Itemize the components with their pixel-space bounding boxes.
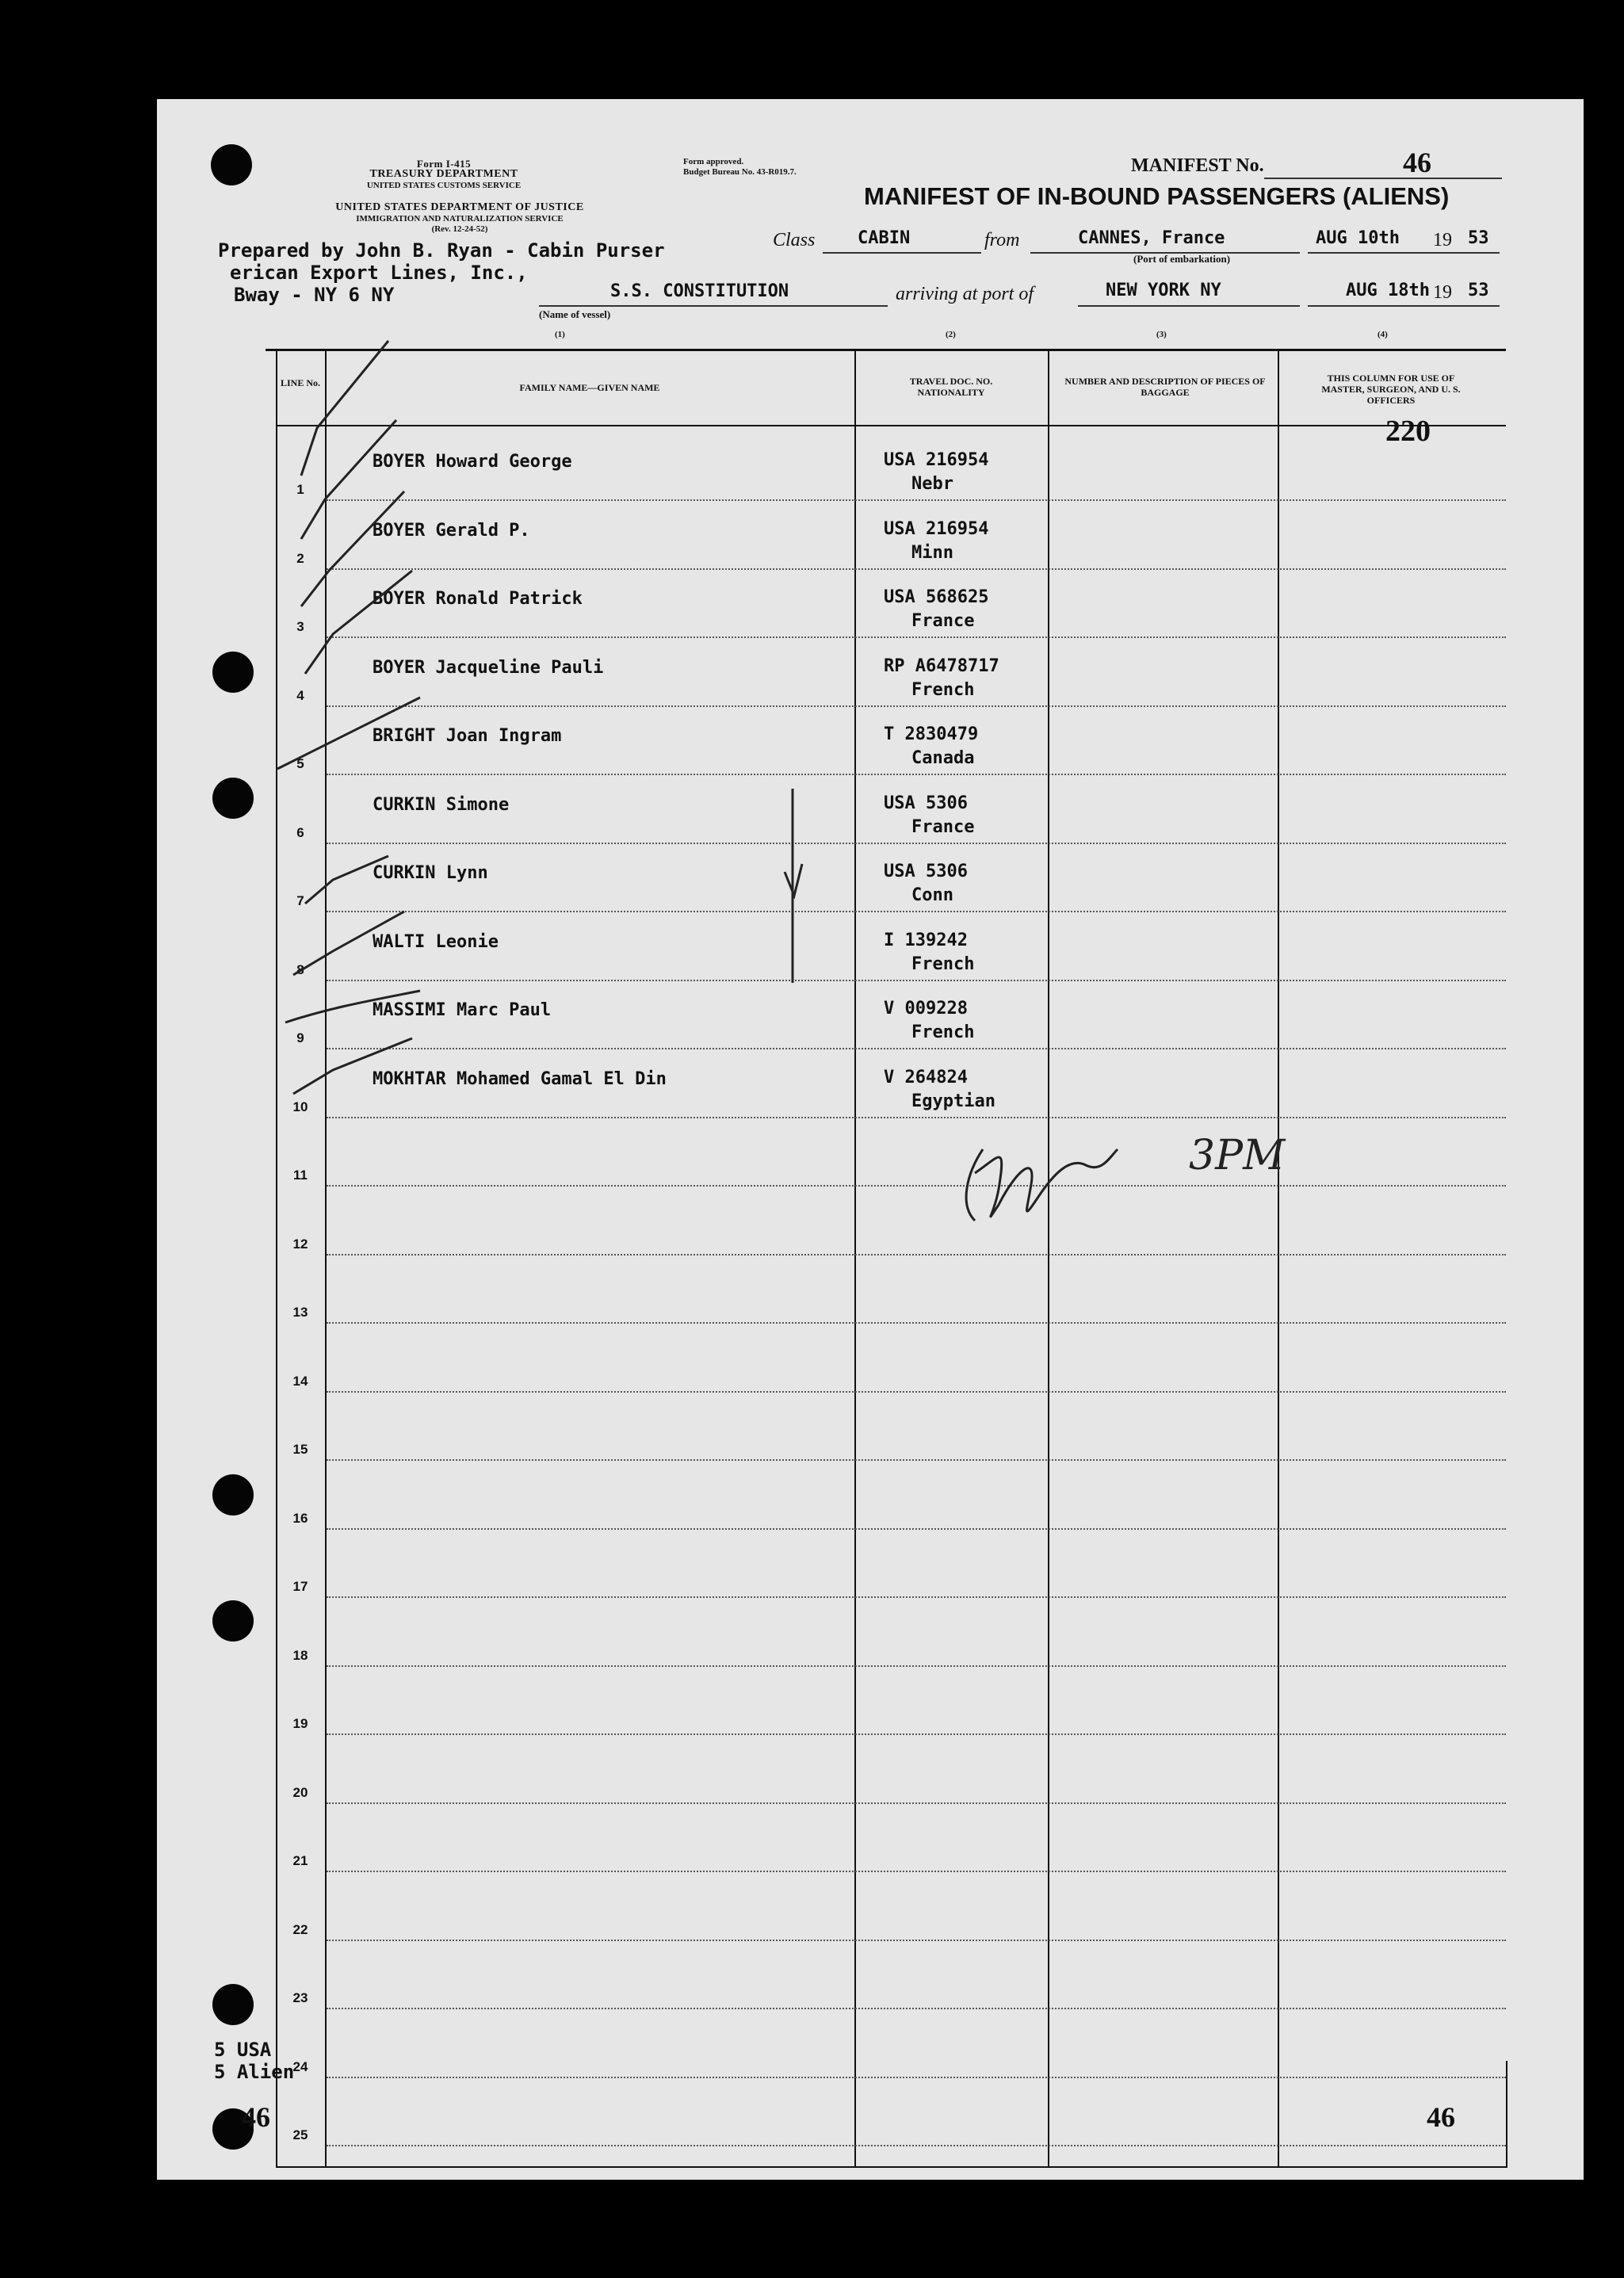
line-number: 4	[296, 687, 304, 703]
row-rule	[327, 1596, 1506, 1598]
passenger-name: MOKHTAR Mohamed Gamal El Din	[373, 1068, 667, 1089]
line-number: 22	[292, 1921, 308, 1937]
row-rule	[327, 774, 1506, 775]
margin-note-usa: 5 USA	[214, 2039, 272, 2061]
prepared-by: Prepared by John B. Ryan - Cabin Purser	[218, 239, 665, 262]
form-approved: Form approved.	[683, 157, 744, 166]
row-rule	[327, 1254, 1506, 1256]
row-rule	[327, 1185, 1506, 1187]
row-rule	[327, 2008, 1506, 2009]
punch-hole-2	[212, 652, 254, 693]
passenger-name: MASSIMI Marc Paul	[373, 1000, 552, 1020]
passenger-name: CURKIN Lynn	[373, 863, 488, 883]
header-travel-doc: TRAVEL DOC. NO. NATIONALITY	[909, 376, 993, 398]
row-rule	[327, 499, 1506, 501]
form-number: Form I-415	[416, 158, 472, 170]
line-number: 12	[292, 1236, 308, 1252]
row-rule	[327, 1665, 1506, 1667]
ins-service: IMMIGRATION AND NATURALIZATION SERVICE	[356, 214, 564, 224]
arrival-year: 53	[1468, 281, 1489, 300]
row-rule	[327, 1459, 1506, 1461]
arrival-date: AUG 18th	[1346, 281, 1430, 300]
passenger-name: BOYER Ronald Patrick	[373, 589, 583, 609]
embark-year: 53	[1468, 228, 1489, 248]
travel-doc-number: I 139242	[884, 930, 968, 950]
header-name: FAMILY NAME—GIVEN NAME	[519, 382, 660, 393]
punch-hole-4	[212, 1474, 254, 1515]
officers-number: 220	[1385, 415, 1431, 448]
punch-hole-1	[211, 144, 252, 185]
row-rule	[327, 1733, 1506, 1735]
row-rule	[327, 705, 1506, 707]
nationality: France	[911, 816, 975, 837]
line-number: 20	[292, 1784, 308, 1800]
nationality: French	[911, 954, 975, 974]
travel-doc-number: RP A6478717	[884, 655, 999, 676]
col-2-number: (2)	[946, 330, 956, 339]
from-label: from	[984, 230, 1020, 250]
row-rule	[327, 1802, 1506, 1804]
nationality: French	[911, 679, 975, 700]
punch-hole-3	[212, 778, 254, 819]
margin-note-alien: 5 Alien	[214, 2061, 295, 2083]
arriving-label: arriving at port of	[896, 284, 1034, 304]
nationality: Nebr	[911, 474, 953, 494]
vessel-name: S.S. CONSTITUTION	[610, 281, 789, 301]
arrival-year-prefix: 19	[1433, 282, 1452, 303]
passenger-name: BRIGHT Joan Ingram	[373, 726, 562, 746]
line-number: 6	[296, 824, 304, 840]
nationality: French	[911, 1022, 975, 1042]
embark-date: AUG 10th	[1316, 228, 1400, 248]
nationality: France	[911, 611, 975, 631]
line-number: 15	[292, 1442, 308, 1457]
col-1-number: (1)	[555, 330, 565, 339]
row-rule	[327, 636, 1506, 638]
embark-year-prefix: 19	[1433, 230, 1452, 250]
col-4-number: (4)	[1378, 330, 1388, 339]
row-rule	[327, 1871, 1506, 1872]
budget-bureau: Budget Bureau No. 43-R019.7.	[683, 167, 797, 177]
passenger-name: BOYER Howard George	[373, 452, 572, 472]
class-label: Class	[773, 230, 816, 250]
travel-doc-number: V 009228	[884, 999, 968, 1019]
row-rule	[327, 1322, 1506, 1324]
nationality: Minn	[911, 542, 953, 563]
row-rule	[327, 1117, 1506, 1118]
row-rule	[327, 1940, 1506, 1941]
vessel-label: (Name of vessel)	[539, 308, 611, 320]
row-rule	[327, 568, 1506, 570]
line-number: 23	[292, 1990, 308, 2005]
travel-doc-number: V 264824	[884, 1067, 968, 1087]
col-3-number: (3)	[1156, 330, 1167, 339]
row-rule	[327, 911, 1506, 912]
line-number: 13	[292, 1305, 308, 1320]
embark-port: CANNES, France	[1078, 228, 1225, 248]
header-line-no: LINE No.	[280, 377, 320, 388]
travel-doc-number: T 2830479	[884, 724, 979, 744]
line-number: 9	[296, 1030, 304, 1045]
line-number: 11	[293, 1168, 308, 1183]
footer-page-left: 46	[242, 2101, 270, 2133]
line-number: 10	[292, 1099, 308, 1114]
travel-doc-number: USA 216954	[884, 450, 989, 470]
bracket-mark	[777, 785, 808, 991]
line-number: 24	[292, 2058, 308, 2074]
travel-doc-number: USA 5306	[884, 793, 968, 813]
line-number: 17	[292, 1579, 308, 1594]
line-number: 2	[296, 550, 304, 566]
line-number: 19	[292, 1716, 308, 1731]
header-baggage: NUMBER AND DESCRIPTION OF PIECES OF BAGGAGE	[1064, 376, 1266, 398]
travel-doc-number: USA 568625	[884, 587, 989, 607]
form-revision: (Rev. 12-24-52)	[431, 224, 488, 234]
row-rule	[327, 1528, 1506, 1530]
row-rule	[327, 1391, 1506, 1393]
treasury-dept: TREASURY DEPARTMENT	[369, 168, 518, 180]
manifest-number: 46	[1403, 147, 1431, 178]
line-number: 3	[296, 619, 304, 634]
row-rule	[327, 843, 1506, 844]
nationality: Conn	[911, 885, 953, 905]
line-number: 5	[296, 756, 304, 771]
travel-doc-number: USA 5306	[884, 862, 968, 881]
handwritten-time: 3PM	[1189, 1132, 1286, 1179]
line-number: 21	[292, 1853, 308, 1868]
prepared-address: Bway - NY 6 NY	[234, 284, 395, 306]
nationality: Egyptian	[911, 1091, 995, 1111]
line-number: 8	[296, 961, 304, 977]
row-rule	[327, 2077, 1506, 2078]
arrival-port: NEW YORK NY	[1106, 281, 1221, 300]
passenger-name: CURKIN Simone	[373, 794, 510, 815]
port-embark-label: (Port of embarkation)	[1133, 253, 1231, 265]
line-number: 16	[292, 1510, 308, 1526]
prepared-company: erican Export Lines, Inc.,	[230, 262, 528, 284]
row-rule	[327, 980, 1506, 981]
justice-dept: UNITED STATES DEPARTMENT OF JUSTICE	[335, 201, 584, 213]
row-rule	[327, 2145, 1506, 2146]
punch-hole-6	[212, 1984, 254, 2025]
passenger-name: WALTI Leonie	[373, 931, 499, 952]
line-number: 25	[292, 2127, 308, 2142]
check-marks	[269, 333, 428, 1110]
row-rule	[327, 1048, 1506, 1049]
handwritten-signature	[951, 1126, 1141, 1236]
class-value: CABIN	[858, 228, 911, 248]
manifest-title: MANIFEST OF IN-BOUND PASSENGERS (ALIENS)	[864, 182, 1450, 210]
customs-service: UNITED STATES CUSTOMS SERVICE	[366, 181, 522, 190]
punch-hole-5	[212, 1600, 254, 1642]
header-officers: THIS COLUMN FOR USE OF MASTER, SURGEON, AND U. S. OFFICERS	[1321, 373, 1461, 406]
line-number: 18	[292, 1647, 308, 1663]
manifest-no-label: MANIFEST No.	[1131, 155, 1264, 176]
passenger-name: BOYER Jacqueline Pauli	[373, 657, 604, 678]
line-number: 1	[296, 482, 304, 497]
footer-page-right: 46	[1427, 2101, 1455, 2133]
line-number: 14	[292, 1373, 308, 1389]
nationality: Canada	[911, 748, 975, 768]
line-number: 7	[296, 893, 304, 908]
travel-doc-number: USA 216954	[884, 518, 989, 539]
passenger-name: BOYER Gerald P.	[373, 520, 530, 541]
